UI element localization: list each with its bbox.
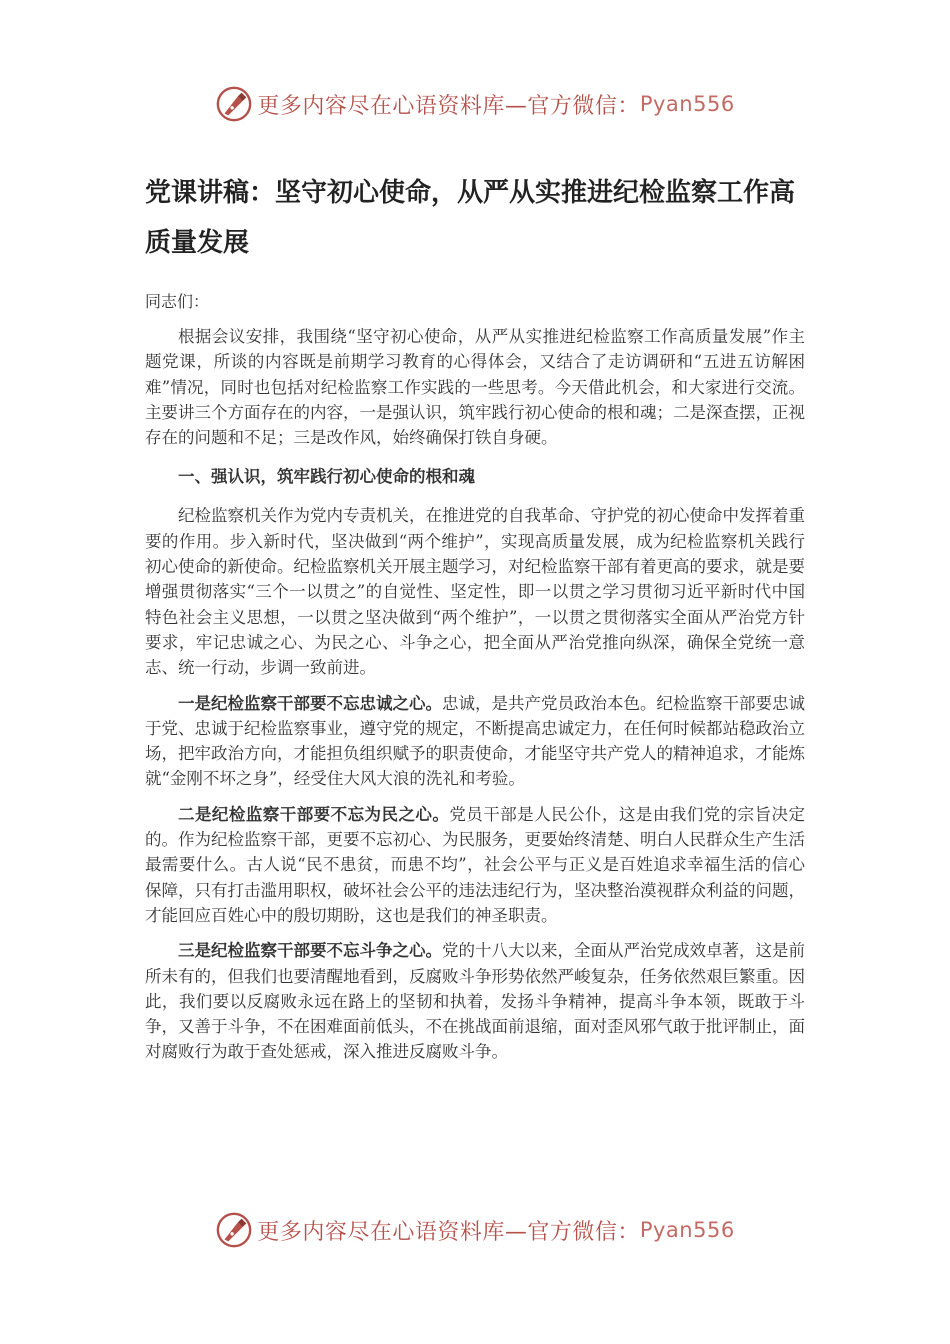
point-lead: 一是纪检监察干部要不忘忠诚之心。 xyxy=(178,693,442,713)
watermark-text: 更多内容尽在心语资料库—官方微信： xyxy=(257,1219,640,1245)
point-body: 党的十八大以来，全面从严治党成效卓著，这是前所未有的，但我们也要清醒地看到，反腐败斗争形势依然严峻复杂，任务依然艰巨繁重。因此，我们要以反腐败永远在路上的坚韧和执着，发扬斗争精神，提高斗争本领，既敢于斗争，又善于斗争，不在困难面前低头，不在挑战面前退缩，面对歪风邪气敢于批评制止，面对腐败行为敢于查处惩戒，深入推进反腐败斗争。 xyxy=(145,941,805,1062)
section-paragraph: 纪检监察机关作为党内专责机关，在推进党的自我革命、守护党的初心使命中发挥着重要的作用。步入新时代，坚决做到“两个维护”，实现高质量发展，成为纪检监察机关践行初心使命的新使命。纪检监察机关开展主题学习，对纪检监察干部有着更高的要求，就是要增强贯彻落实“三个一以贯之”的自觉性、坚定性，即一以贯之学习贯彻习近平新时代中国特色社会主义思想，一以贯之坚决做到“两个维护”，一以贯之贯彻落实全面从严治党方针要求，牢记忠诚之心、为民之心、斗争之心，把全面从严治党推向纵深，确保全党统一意志、统一行动，步调一致前进。 xyxy=(145,506,805,678)
intro-paragraph: 根据会议安排，我围绕“坚守初心使命，从严从实推进纪检监察工作高质量发展”作主题党课，所谈的内容既是前期学习教育的心得体会，又结合了走访调研和“五进五访解困难”情况，同时也包括对纪检监察工作实践的一些思考。今天借此机会，和大家进行交流。主要讲三个方面存在的内容，一是强认识，筑牢践行初心使命的根和魂；二是深查摆，正视存在的问题和不足；三是改作风，始终确保打铁自身硬。 xyxy=(145,327,805,448)
greeting: 同志们： xyxy=(145,292,210,311)
document-body xyxy=(145,168,805,1075)
footer-watermark xyxy=(0,1208,950,1252)
point-paragraph xyxy=(145,691,805,792)
point-paragraph xyxy=(145,938,805,1064)
watermark-handle: Pyan556 xyxy=(639,1218,735,1242)
watermark-handle: Pyan556 xyxy=(639,92,735,116)
point-body: 忠诚，是共产党员政治本色。纪检监察干部要忠诚于党、忠诚于纪检监察事业，遵守党的规定，不断提高忠诚定力，在任何时候都站稳政治立场，把牢政治方向，才能担负组织赋予的职责使命，才能坚守共产党人的精神追求，才能炼就“金刚不坏之身”，经受住大风大浪的洗礼和考验。 xyxy=(145,693,805,789)
point-body: 党员干部是人民公仆，这是由我们党的宗旨决定的。作为纪检监察干部，更要不忘初心、为民服务，更要始终清楚、明白人民群众生产生活最需要什么。古人说“民不患贫，而患不均”，社会公平与正义是百姓追求幸福生活的信心保障，只有打击滥用职权，破坏社会公平的违法违纪行为，坚决整治漠视群众利益的问题，才能回应百姓心中的殷切期盼，这也是我们的神圣职责。 xyxy=(145,804,806,925)
pen-nib-logo-icon xyxy=(215,1211,253,1249)
point-paragraph xyxy=(145,802,805,928)
header-watermark xyxy=(0,82,950,126)
point-lead: 二是纪检监察干部要不忘为民之心。 xyxy=(178,804,450,824)
document-title: 党课讲稿：坚守初心使命，从严从实推进纪检监察工作高质量发展 xyxy=(145,178,796,258)
pen-nib-logo-icon xyxy=(215,85,253,123)
point-lead: 三是纪检监察干部要不忘斗争之心。 xyxy=(178,941,442,961)
section-heading: 一、强认识，筑牢践行初心使命的根和魂 xyxy=(178,467,475,487)
watermark-text: 更多内容尽在心语资料库—官方微信： xyxy=(257,93,640,119)
